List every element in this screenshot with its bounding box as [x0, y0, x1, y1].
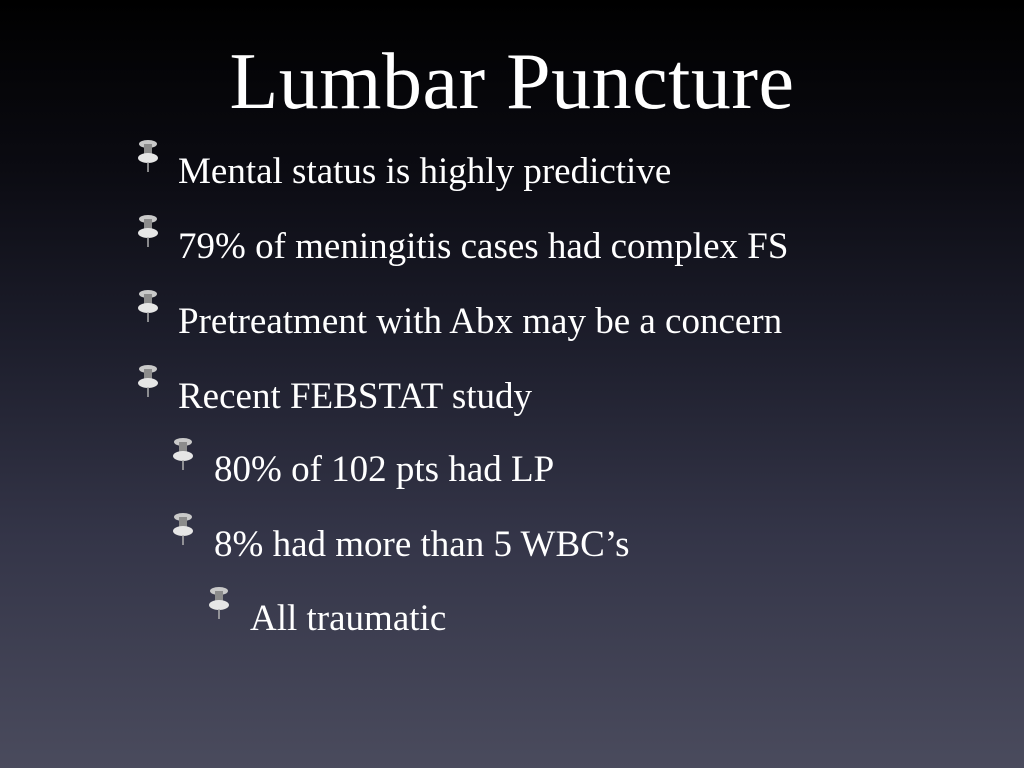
- bullet-text: 8% had more than 5 WBC’s: [214, 524, 630, 565]
- pushpin-icon: [170, 511, 196, 547]
- pushpin-icon: [170, 436, 196, 472]
- bullet-text: 79% of meningitis cases had complex FS: [178, 226, 789, 267]
- pushpin-icon: [135, 138, 161, 174]
- pushpin-icon: [135, 363, 161, 399]
- bullet-text: Pretreatment with Abx may be a concern: [178, 301, 783, 342]
- bullet-text: 80% of 102 pts had LP: [214, 449, 555, 490]
- slide-title: Lumbar Puncture: [229, 38, 795, 126]
- bullet-text: Mental status is highly predictive: [178, 151, 672, 192]
- pushpin-icon: [206, 585, 232, 621]
- bullet-text: All traumatic: [250, 598, 447, 639]
- pushpin-icon: [135, 288, 161, 324]
- pushpin-icon: [135, 213, 161, 249]
- bullet-text: Recent FEBSTAT study: [178, 376, 533, 417]
